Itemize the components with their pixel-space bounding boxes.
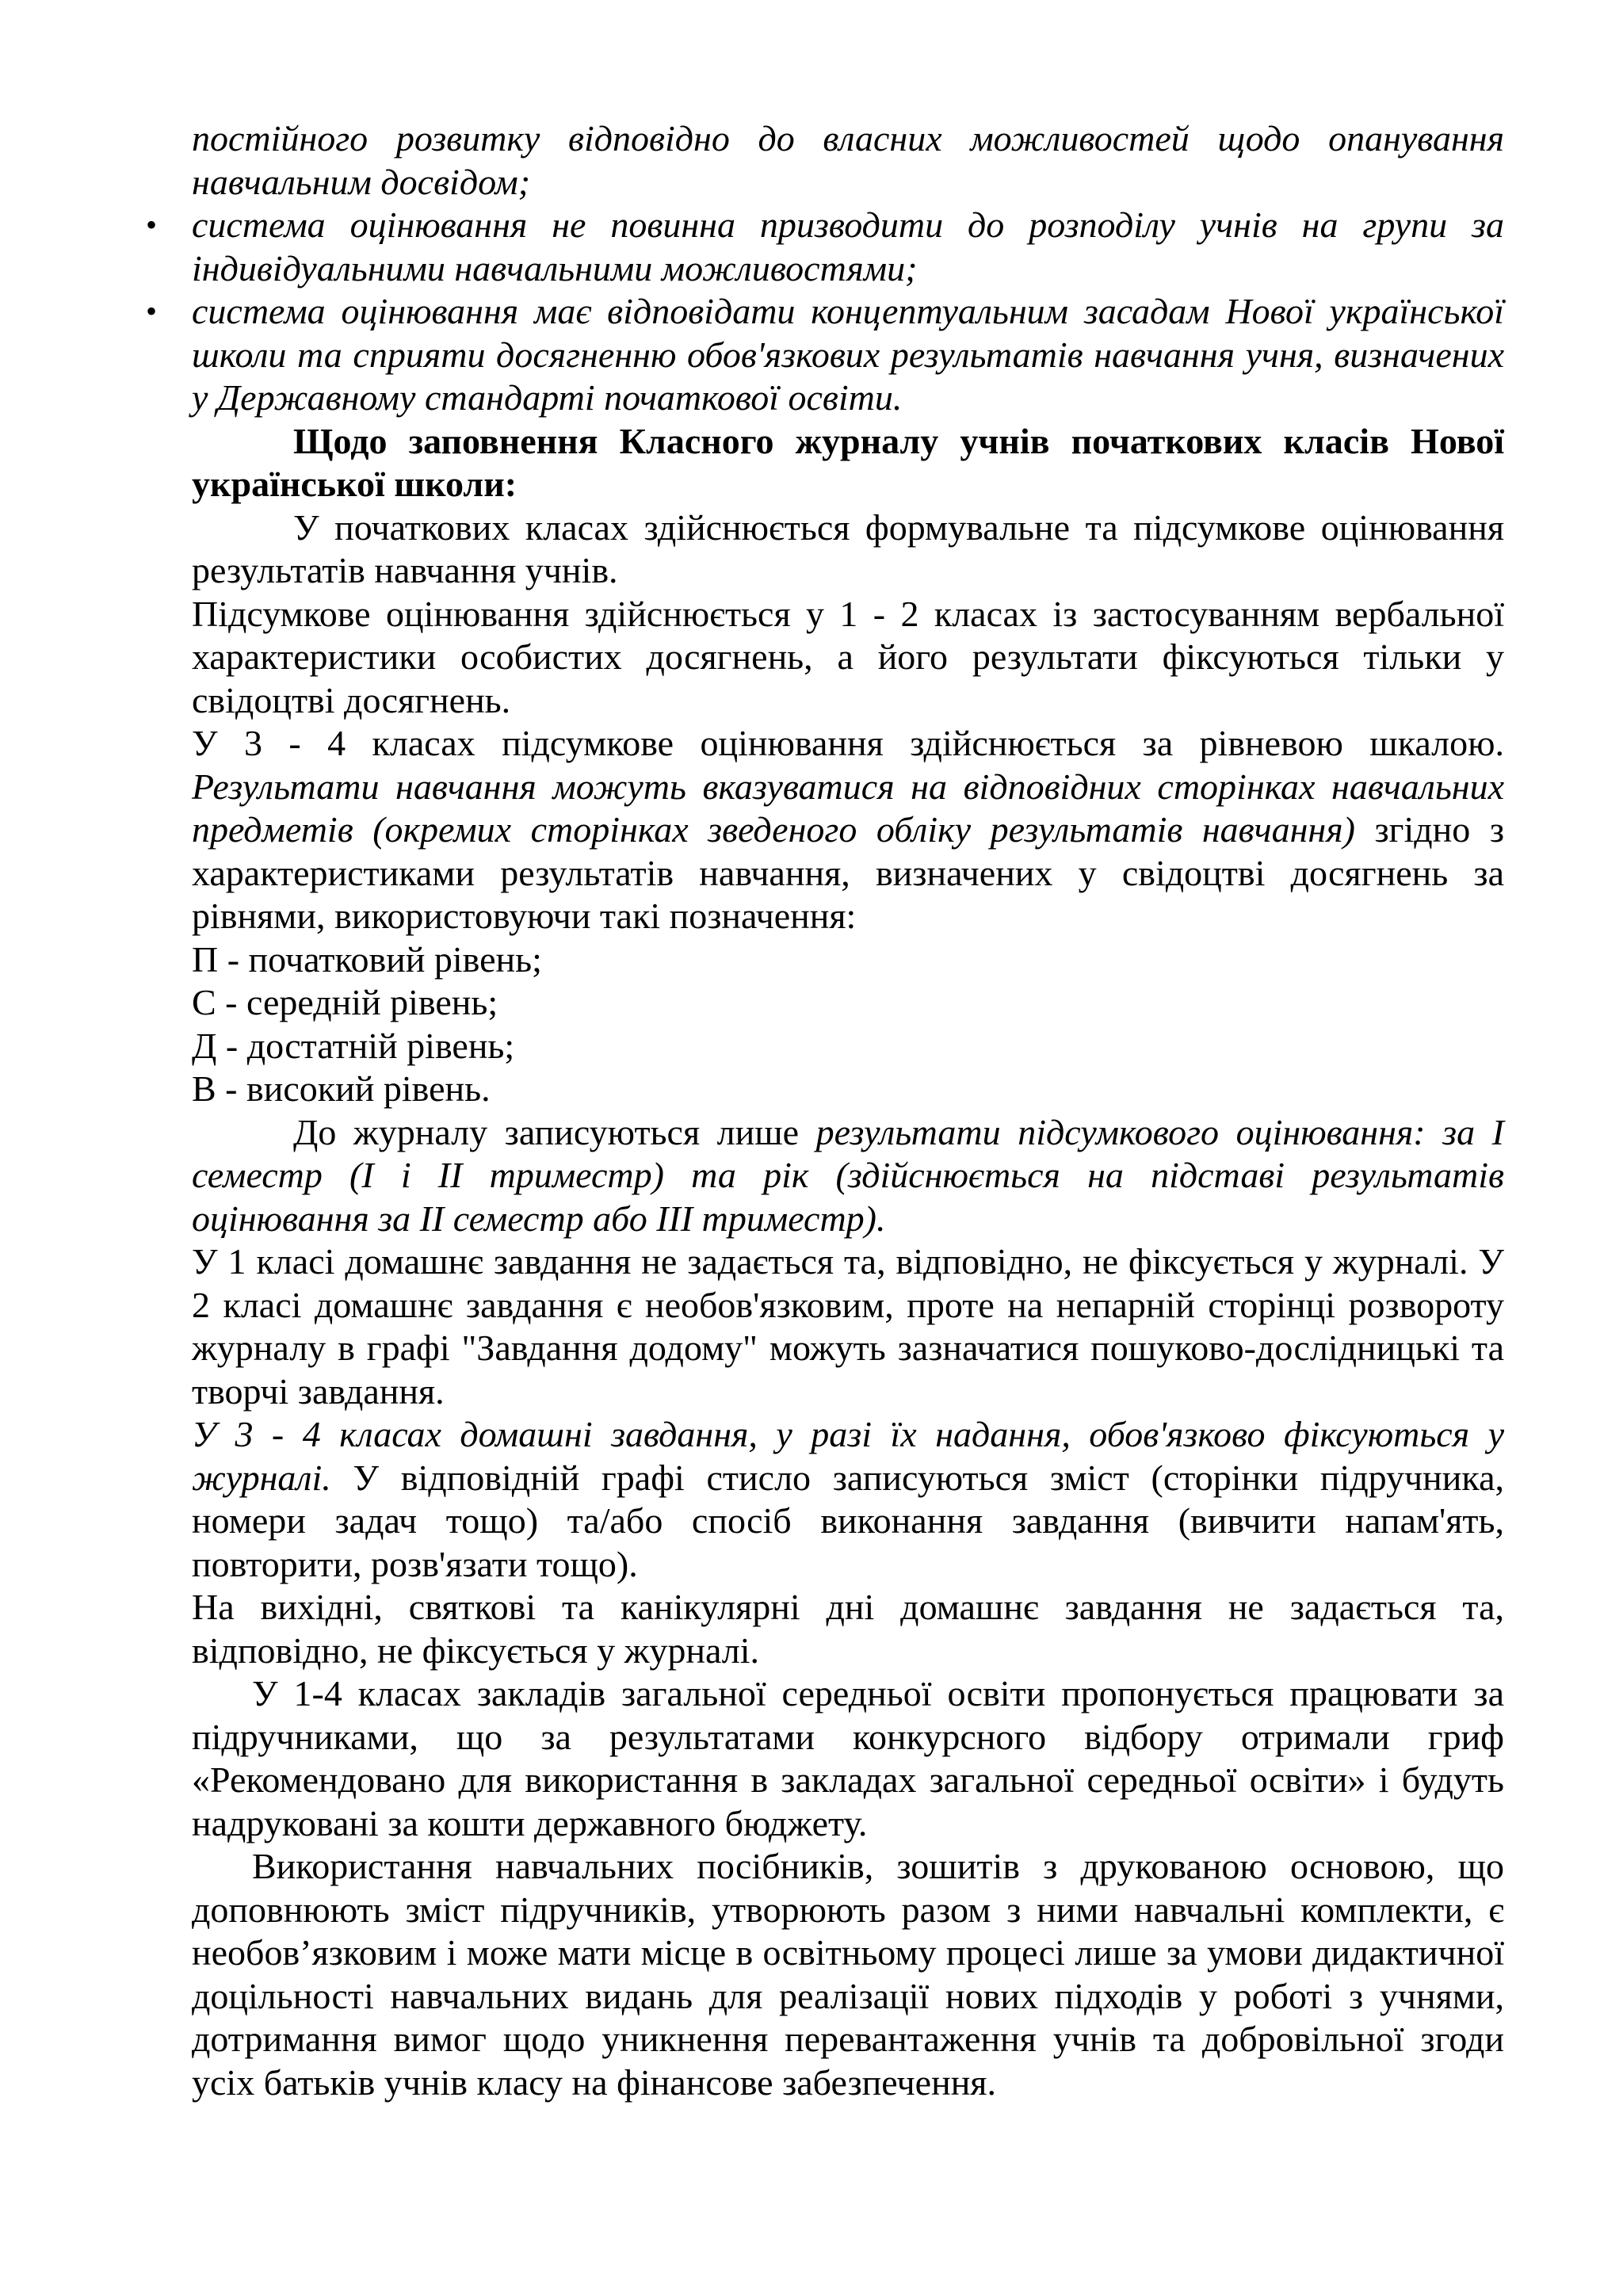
bullet-item	[146, 204, 1504, 290]
bullet-icon: •	[146, 293, 158, 329]
paragraph-workbooks: Використання навчальних посібників, зошитів з друкованою основою, що доповнюють зміст підручників, утворюють разом з ними навчальні комплекти, є необов’язковим і може мати місце в освітньому процесі лише за умови дидактичної доцільності навчальних видань для реалізації нових підходів у роботі з учнями, дотримання вимог щодо уникнення перевантаження учнів та добровільної згоди усіх батьків учнів класу на фінансове забезпечення.	[192, 1846, 1504, 2103]
level-item: С - середній рівень;	[192, 982, 498, 1022]
paragraph-final-grades-1-2: Підсумкове оцінювання здійснюється у 1 - 2 класах із застосуванням вербальної характеристики особистих досягнень, а його результати фіксуються тільки у свідоцтві досягнень.	[192, 593, 1504, 720]
paragraph-grades-3-4-text-c: згідно з характеристиками результатів навчання, визначених у свідоцтві досягнень за рівнями, використовуючи такі позначення:	[192, 809, 1504, 936]
paragraph-homework-1-2: У 1 класі домашнє завдання не задається та, відповідно, не фіксується у журналі. У 2 класі домашнє завдання є необов'язковим, проте на непарній сторінці розвороту журналу в графі "Завдання додому" можуть зазначатися пошуково-дослідницькі та творчі завдання.	[192, 1241, 1504, 1412]
paragraph-textbooks: У 1-4 класах закладів загальної середньої освіти пропонується працювати за підручниками, що за результатами конкурсного відбору отримали гриф «Рекомендовано для використання в закладах загальної середньої освіти» і будуть надруковані за кошти державного бюджету.	[192, 1673, 1504, 1843]
bullet-item	[146, 290, 1504, 420]
level-item: Д - достатній рівень;	[192, 1025, 515, 1066]
level-item: В - високий рівень.	[192, 1068, 491, 1109]
paragraph-homework-3-4-text: У відповідній графі стисло записуються зміст (сторінки підручника, номери задач тощо) та/або спосіб виконання завдання (вивчити напам'ять, повторити, розв'язати тощо).	[192, 1457, 1504, 1584]
paragraph-homework-3-4-italic: У 3 - 4 класах домашні завдання, у разі їх надання, обов'язково фіксуються у журналі.	[192, 1414, 1504, 1498]
paragraph-grades-3-4	[192, 722, 1504, 938]
paragraph-grades-3-4-italic: Результати навчання можуть вказуватися на відповідних сторінках навчальних предметів (окремих сторінках зведеного обліку результатів навчання)	[192, 766, 1504, 850]
bullet-text: система оцінювання має відповідати концептуальним засадам Нової української школи та сприяти досягненню обов'язкових результатів навчання учня, визначених у Державному стандарті початкової освіти.	[192, 291, 1504, 418]
paragraph-weekend: На вихідні, святкові та канікулярні дні домашнє завдання не задається та, відповідно, не фіксується у журналі.	[192, 1587, 1504, 1671]
paragraph-journal-text: До журналу записуються лише	[293, 1111, 816, 1152]
section-heading: Щодо заповнення Класного журналу учнів початкових класів Нової української школи:	[192, 420, 1504, 504]
bullet-list	[146, 204, 1504, 420]
paragraph-continuation: постійного розвитку відповідно до власних можливостей щодо опанування навчальним досвідом;	[192, 118, 1504, 202]
paragraph-grades-3-4-text-a: У 3 - 4 класах підсумкове оцінювання здійснюється за рівневою шкалою.	[192, 723, 1504, 763]
bullet-icon: •	[146, 207, 158, 243]
paragraph-journal-italic: результати підсумкового оцінювання: за І семестр (І і ІІ триместр) та рік (здійснюється на підставі результатів оцінювання за ІІ семестр або ІІІ триместр).	[192, 1111, 1504, 1239]
bullet-text: система оцінювання не повинна призводити до розподілу учнів на групи за індивідуальними навчальними можливостями;	[192, 204, 1504, 288]
level-item: П - початковий рівень;	[192, 938, 542, 980]
paragraph-formative: У початкових класах здійснюється формувальне та підсумкове оцінювання результатів навчання учнів.	[192, 506, 1504, 590]
paragraph-journal	[192, 1111, 1504, 1241]
paragraph-homework-3-4	[192, 1413, 1504, 1586]
